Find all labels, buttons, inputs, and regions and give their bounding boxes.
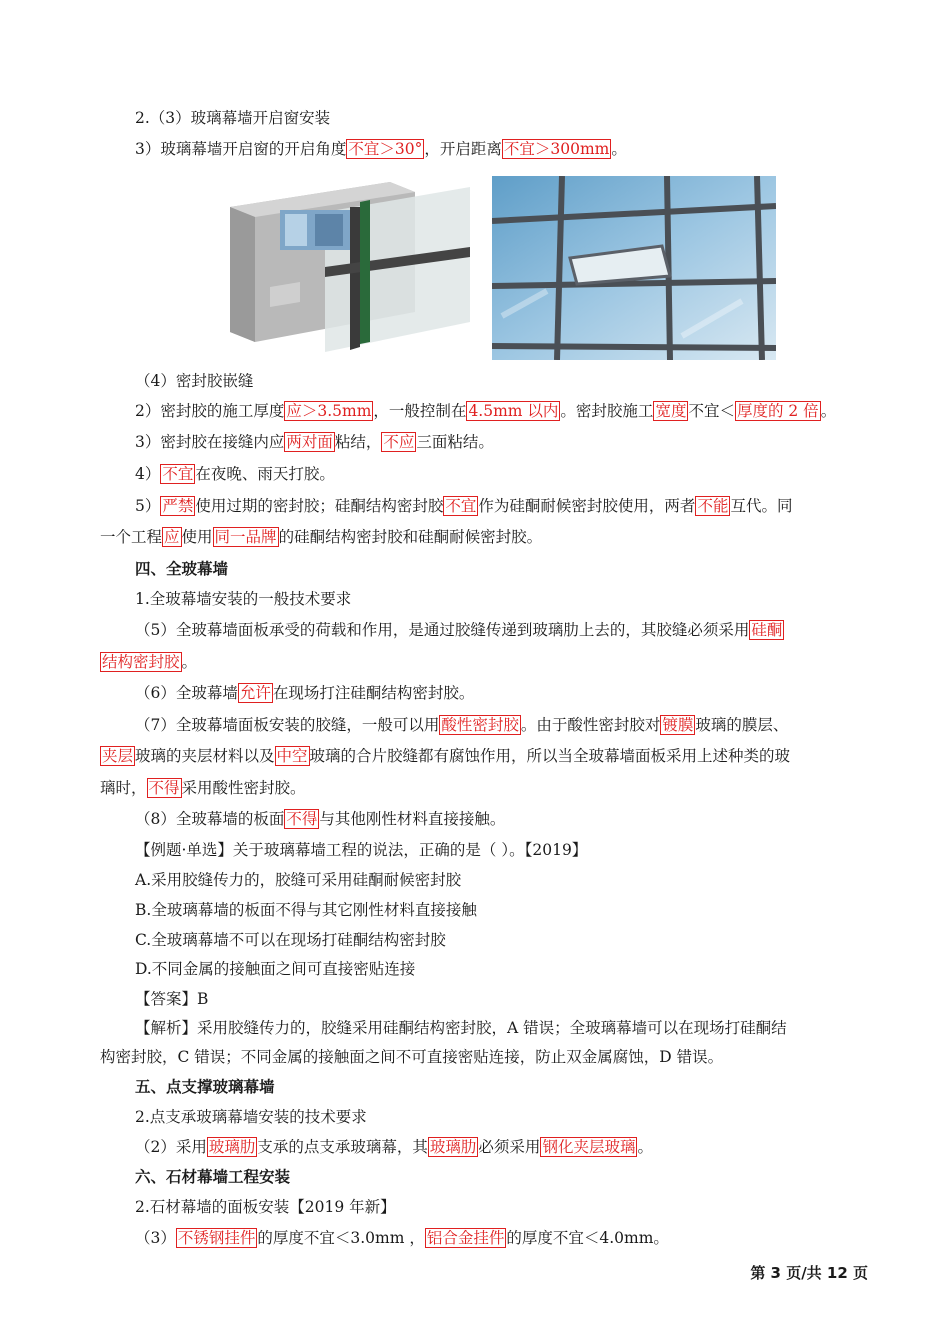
highlight: 不锈钢挂件: [177, 1229, 256, 1247]
highlight: 应: [164, 528, 180, 546]
highlight: 应＞3.5mm: [286, 402, 372, 420]
highlight: 两对面: [286, 433, 333, 451]
sealant-weather-line: 4） 不宜 在夜晚、雨天打胶。: [135, 465, 335, 483]
full-glass-item-5: （5）全玻幕墙面板承受的荷载和作用，是通过胶缝传递到玻璃肋上去的，其胶缝必须采用 硅酮: [135, 621, 783, 639]
sealant-brand-line: 一个工程 应 使用 同一品牌 的硅酮结构密封胶和硅酮耐候密封胶。: [100, 528, 543, 546]
highlight: 不宜＞30°: [348, 140, 423, 158]
section-4-heading: （4）密封胶嵌缝: [135, 372, 254, 390]
highlight: 夹层: [102, 747, 134, 765]
point-supported-req: 2.点支承玻璃幕墙安装的技术要求: [135, 1108, 367, 1126]
highlight: 允许: [239, 684, 271, 702]
heading-point-supported: 五、点支撑玻璃幕墙: [135, 1078, 275, 1096]
highlight: 同一品牌: [214, 528, 277, 546]
highlight: 镀膜: [662, 716, 694, 734]
highlight: 酸性密封胶: [441, 716, 519, 734]
option-a: A.采用胶缝传力的，胶缝可采用硅酮耐候密封胶: [135, 871, 462, 889]
highlight: 不应: [383, 433, 415, 451]
answer: 【答案】B: [135, 990, 209, 1008]
option-b: B.全玻璃幕墙的板面不得与其它刚性材料直接接触: [135, 901, 477, 919]
highlight: 4.5mm 以内: [468, 402, 559, 420]
highlight: 玻璃肋: [429, 1138, 477, 1156]
heading-full-glass-wall: 四、全玻幕墙: [135, 560, 229, 578]
highlight: 中空: [276, 747, 308, 765]
page-number: 第 3 页/共 12 页: [750, 1264, 868, 1282]
heading-stone-wall: 六、石材幕墙工程安装: [135, 1168, 291, 1186]
full-glass-item-7-cont2: 璃时， 不得 采用酸性密封胶。: [100, 779, 306, 797]
stone-panel-install: 2.石材幕墙的面板安装【2019 年新】: [135, 1198, 396, 1216]
stone-panel-item-3: （3） 不锈钢挂件 的厚度不宜＜3.0mm ， 铝合金挂件 的厚度不宜＜4.0mm。: [135, 1229, 669, 1247]
sealant-thickness-line: 2）密封胶的施工厚度 应＞3.5mm ，一般控制在 4.5mm 以内 。密封胶施工 宽度 不宜＜ 厚度的 2 倍 。: [135, 402, 837, 420]
opening-window-section-illustration: [225, 172, 475, 362]
highlight: 钢化夹层玻璃: [542, 1138, 636, 1156]
option-d: D.不同金属的接触面之间可直接密贴连接: [135, 960, 416, 978]
highlight: 厚度的 2 倍: [736, 402, 819, 420]
highlight: 不得: [148, 779, 180, 797]
full-glass-item-5-cont: 结构密封胶 。: [102, 653, 198, 671]
full-glass-general-req: 1.全玻幕墙安装的一般技术要求: [135, 590, 352, 608]
point-supported-item-2: （2）采用 玻璃肋 支承的点支承玻璃幕，其 玻璃肋 必须采用 钢化夹层玻璃 。: [135, 1138, 653, 1156]
highlight: 不宜: [445, 497, 477, 515]
opening-angle-line: 3）玻璃幕墙开启窗的开启角度 不宜＞30° ，开启距离 不宜＞300mm 。: [135, 140, 627, 158]
highlight: 不得: [286, 810, 318, 828]
highlight: 硅酮: [751, 621, 783, 639]
full-glass-item-8: （8）全玻幕墙的板面 不得 与其他刚性材料直接接触。: [135, 810, 506, 828]
explanation-cont: 构密封胶，C 错误；不同金属的接触面之间不可直接密贴连接，防止双金属腐蚀，D 错误。: [100, 1048, 724, 1066]
highlight: 不能: [697, 497, 729, 515]
section-2-3-heading: 2.（3）玻璃幕墙开启窗安装: [135, 109, 331, 127]
full-glass-item-7: （7）全玻幕墙面板安装的胶缝，一般可以用 酸性密封胶 。由于酸性密封胶对 镀膜 玻璃的膜层、: [135, 716, 789, 734]
highlight: 结构密封胶: [102, 653, 180, 671]
sealant-expiry-line: 5） 严禁 使用过期的密封胶；硅酮结构密封胶 不宜 作为硅酮耐候密封胶使用，两者 不能 互代。同: [135, 497, 793, 515]
highlight: 不宜＞300mm: [503, 140, 610, 158]
example-question: 【例题·单选】关于玻璃幕墙工程的说法，正确的是（ ）。【2019】: [135, 841, 588, 859]
highlight: 不宜: [162, 465, 194, 483]
glass-curtain-wall-photo: [492, 176, 776, 360]
option-c: C.全玻璃幕墙不可以在现场打硅酮结构密封胶: [135, 931, 446, 949]
highlight: 宽度: [655, 402, 687, 420]
highlight: 严禁: [162, 497, 194, 515]
full-glass-item-7-cont: 夹层 玻璃的夹层材料以及 中空 玻璃的合片胶缝都有腐蚀作用，所以当全玻幕墙面板采用上述种类的玻: [102, 747, 791, 765]
sealant-bond-line: 3）密封胶在接缝内应 两对面 粘结， 不应 三面粘结。: [135, 433, 494, 451]
highlight: 铝合金挂件: [426, 1229, 505, 1247]
full-glass-item-6: （6）全玻幕墙 允许 在现场打注硅酮结构密封胶。: [135, 684, 475, 702]
explanation: 【解析】采用胶缝传力的，胶缝采用硅酮结构密封胶，A 错误；全玻璃幕墙可以在现场打硅酮结: [135, 1019, 787, 1037]
highlight: 玻璃肋: [208, 1138, 256, 1156]
